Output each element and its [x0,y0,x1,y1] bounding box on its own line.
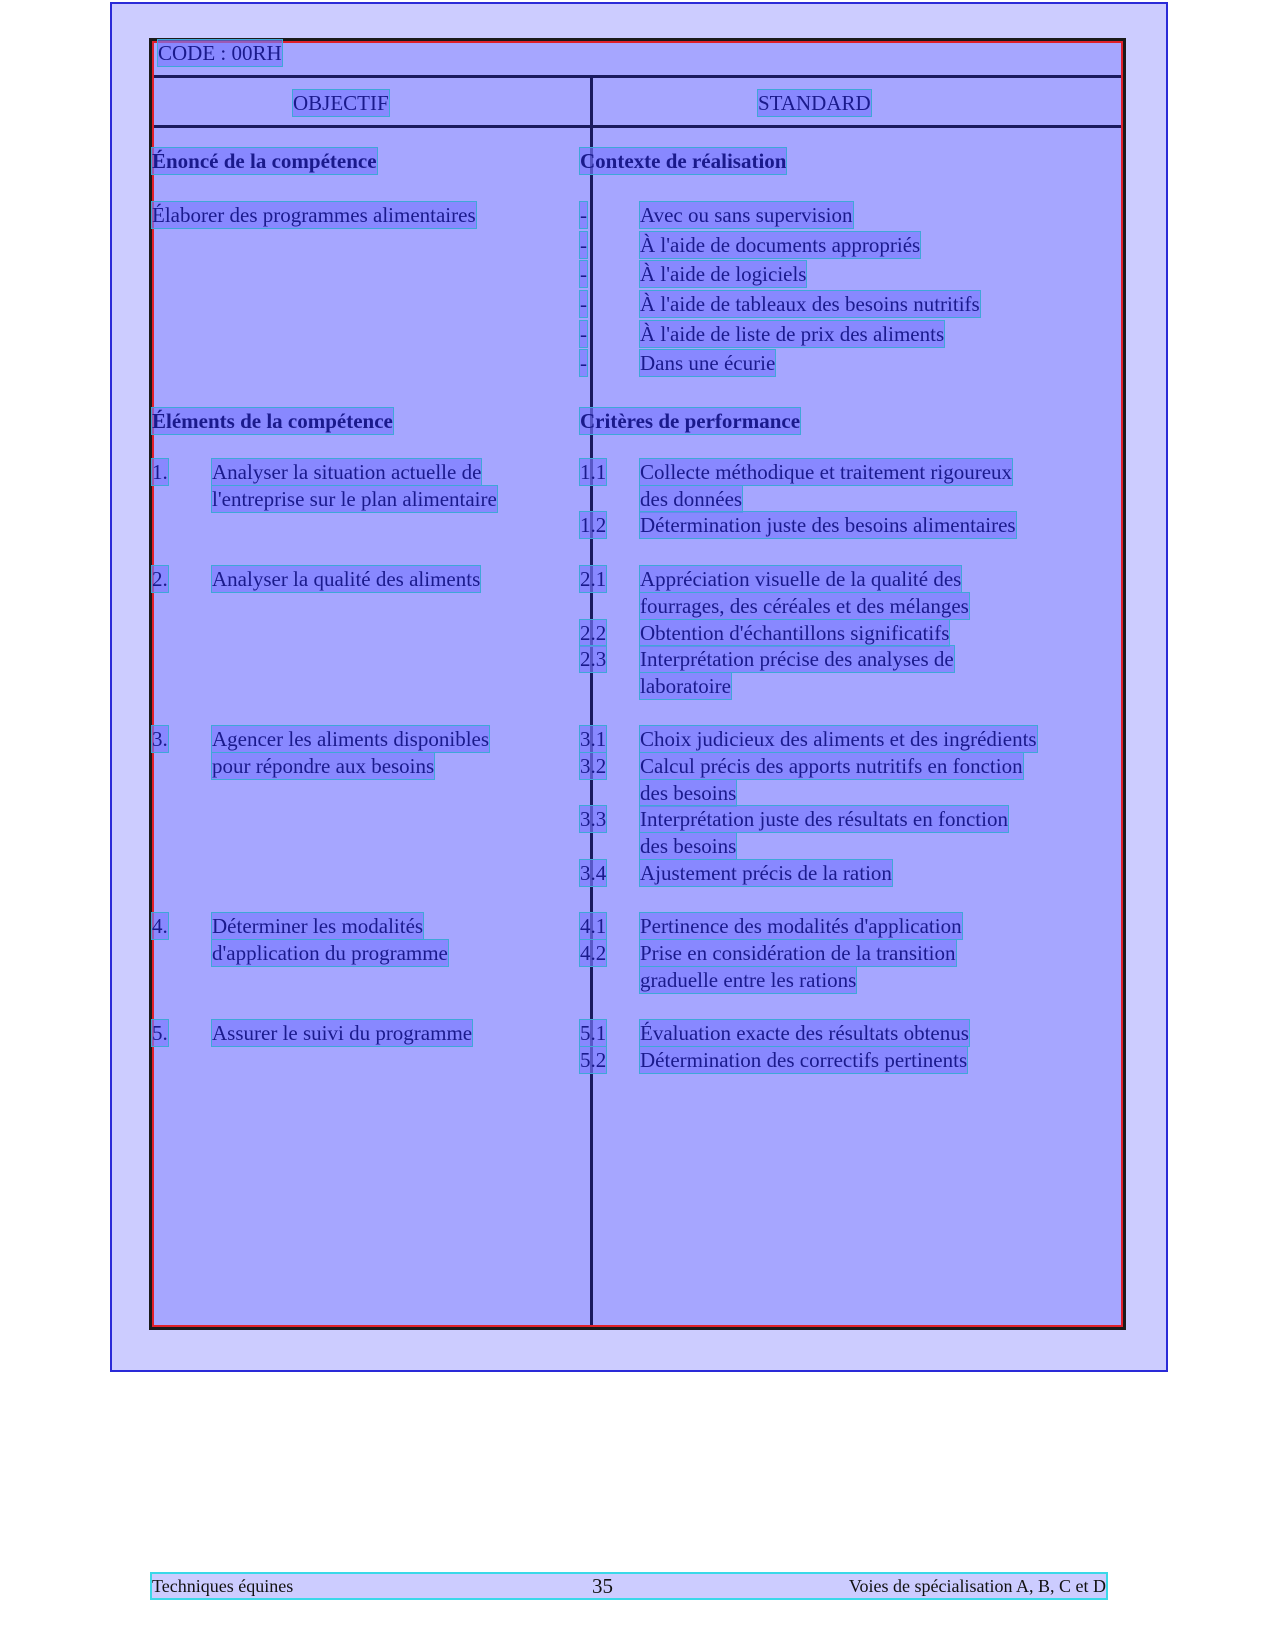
criterion-number: 3.4 [580,861,607,885]
code-label: CODE : 00RH [158,41,282,65]
criterion-text: Détermination juste des besoins alimentaires [640,513,1016,537]
element-text: Analyser la situation actuelle de [212,460,482,484]
element-text: Analyser la qualité des aliments [212,567,481,591]
criterion-text: Collecte méthodique et traitement rigoureux [640,460,1013,484]
element-number: 3. [152,727,168,751]
column-divider [590,77,593,1325]
criterion-number: 2.2 [580,621,607,645]
element-number: 5. [152,1021,168,1045]
statement-heading: Énoncé de la compétence [152,149,377,173]
criterion-text: fourrages, des céréales et des mélanges [640,594,969,618]
header-divider [154,125,1121,128]
context-item: À l'aide de logiciels [640,262,807,286]
element-text: Assurer le suivi du programme [212,1021,473,1045]
elements-heading: Éléments de la compétence [152,409,393,433]
header-objective: OBJECTIF [293,91,389,115]
criterion-number: 3.3 [580,807,607,831]
criterion-text: Obtention d'échantillons significatifs [640,621,950,645]
element-number: 1. [152,460,168,484]
criterion-text: Interprétation précise des analyses de [640,647,954,671]
criterion-text: Choix judicieux des aliments et des ingrédients [640,727,1037,751]
context-item: Dans une écurie [640,351,776,375]
criterion-text: des données [640,487,743,511]
criteria-heading: Critères de performance [580,409,801,433]
criterion-number: 5.2 [580,1048,607,1072]
criterion-text: graduelle entre les rations [640,968,857,992]
table-body [152,41,1123,1327]
element-number: 4. [152,914,168,938]
criterion-text: Interprétation juste des résultats en fonction [640,807,1008,831]
criterion-text: des besoins [640,834,737,858]
criterion-number: 2.1 [580,567,607,591]
criterion-text: Évaluation exacte des résultats obtenus [640,1021,969,1045]
criterion-number: 1.2 [580,513,607,537]
criterion-number: 5.1 [580,1021,607,1045]
criterion-text: laboratoire [640,674,731,698]
criterion-text: Ajustement précis de la ration [640,861,892,885]
competency-statement: Élaborer des programmes alimentaires [152,203,476,227]
context-item: À l'aide de documents appropriés [640,233,921,257]
context-item: À l'aide de liste de prix des aliments [640,322,945,346]
element-text: d'application du programme [212,941,448,965]
context-item: Avec ou sans supervision [640,203,853,227]
criterion-text: Calcul précis des apports nutritifs en fonction [640,754,1023,778]
criterion-number: 1.1 [580,460,607,484]
context-bullet: - [580,351,587,375]
element-text: l'entreprise sur le plan alimentaire [212,487,497,511]
context-bullet: - [580,322,587,346]
element-text: pour répondre aux besoins [212,754,435,778]
context-bullet: - [580,262,587,286]
criterion-text: Détermination des correctifs pertinents [640,1048,968,1072]
context-bullet: - [580,292,587,316]
header-standard: STANDARD [758,91,871,115]
criterion-text: Appréciation visuelle de la qualité des [640,567,962,591]
criterion-number: 4.2 [580,941,607,965]
criterion-text: Prise en considération de la transition [640,941,956,965]
code-divider [154,75,1121,78]
criterion-number: 4.1 [580,914,607,938]
page-footer [152,1574,1106,1598]
context-heading: Contexte de réalisation [580,149,787,173]
context-bullet: - [580,203,587,227]
element-text: Déterminer les modalités [212,914,424,938]
context-item: À l'aide de tableaux des besoins nutritifs [640,292,980,316]
footer-specialization: Voies de spécialisation A, B, C et D [848,1576,1106,1596]
criterion-number: 3.2 [580,754,607,778]
element-number: 2. [152,567,168,591]
criterion-number: 2.3 [580,647,607,671]
context-bullet: - [580,233,587,257]
criterion-text: Pertinence des modalités d'application [640,914,962,938]
element-text: Agencer les aliments disponibles [212,727,490,751]
footer-title: Techniques équines [152,1576,294,1596]
page-number: 35 [592,1574,613,1598]
criterion-number: 3.1 [580,727,607,751]
competency-table [149,38,1126,1330]
criterion-text: des besoins [640,781,737,805]
